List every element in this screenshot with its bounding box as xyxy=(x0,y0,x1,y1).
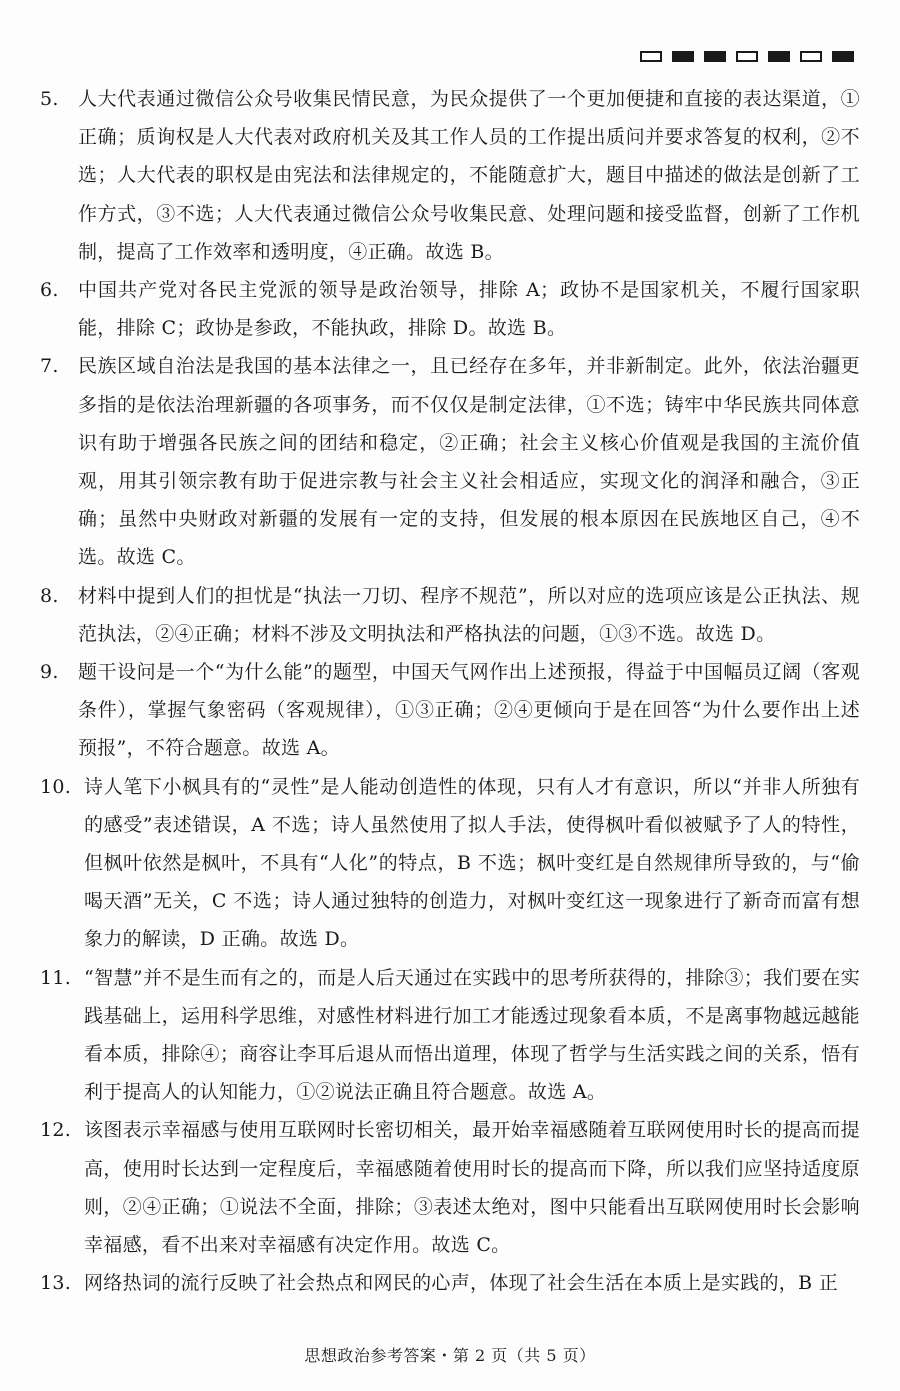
item-text: 材料中提到人们的担忧是“执法一刀切、程序不规范”，所以对应的选项应该是公正执法、规范执法，②④正确；材料不涉及文明执法和严格执法的问题，①③不选。故选 D。 xyxy=(78,584,860,645)
item-text: 该图表示幸福感与使用互联网时长密切相关，最开始幸福感随着互联网使用时长的提高而提高，使用时长达到一定程度后，幸福感随着使用时长的提高而下降，所以我们应坚持适度原则，②④正确；①说法不全面，排除；③表述太绝对，图中只能看出互联网使用时长会影响幸福感，看不出来对幸福感有决定作用。故选 C。 xyxy=(84,1119,860,1257)
header-mark-hollow xyxy=(640,51,662,62)
header-mark-hollow xyxy=(736,51,758,62)
answer-item-11 xyxy=(40,959,860,1112)
item-text: 人大代表通过微信公众号收集民情民意，为民众提供了一个更加便捷和直接的表达渠道，①正确；质询权是人大代表对政府机关及其工作人员的工作提出质问并要求答复的权利，②不选；人大代表的职权是由宪法和法律规定的，不能随意扩大，题目中描述的做法是创新了工作方式，③不选；人大代表通过微信公众号收集民意、处理问题和接受监督，创新了工作机制，提高了工作效率和透明度，④正确。故选 B。 xyxy=(78,88,860,263)
item-text: 民族区域自治法是我国的基本法律之一，且已经存在多年，并非新制定。此外，依法治疆更多指的是依法治理新疆的各项事务，而不仅仅是制定法律，①不选；铸牢中华民族共同体意识有助于增强各民族之间的团结和稳定，②正确；社会主义核心价值观是我国的主流价值观，用其引领宗教有助于促进宗教与社会主义社会相适应，实现文化的润泽和融合，③正确；虽然中央财政对新疆的发展有一定的支持，但发展的根本原因在民族地区自己，④不选。故选 C。 xyxy=(78,355,860,569)
header-mark-filled xyxy=(672,51,694,62)
header-mark-hollow xyxy=(800,51,822,62)
answer-item-6 xyxy=(40,271,860,347)
header-mark-filled xyxy=(704,51,726,62)
item-number: 11. xyxy=(40,966,72,989)
answer-item-7 xyxy=(40,347,860,576)
header-mark-filled xyxy=(832,51,854,62)
answer-item-12 xyxy=(40,1111,860,1264)
item-number: 6. xyxy=(40,279,59,302)
item-number: 7. xyxy=(40,355,59,378)
item-number: 13. xyxy=(40,1272,72,1295)
item-text: “智慧”并不是生而有之的，而是人后天通过在实践中的思考所获得的，排除③；我们要在实践基础上，运用科学思维，对感性材料进行加工才能透过现象看本质，不是离事物越远越能看本质，排除④；商容让李耳后退从而悟出道理，体现了哲学与生活实践之间的关系，悟有利于提高人的认知能力，①②说法正确且符合题意。故选 A。 xyxy=(84,966,860,1104)
item-number: 5. xyxy=(40,88,59,110)
item-number: 9. xyxy=(40,661,59,684)
header-mark-filled xyxy=(768,51,790,62)
answer-list xyxy=(40,80,860,1303)
item-text: 诗人笔下小枫具有的“灵性”是人能动创造性的体现，只有人才有意识，所以“并非人所独有的感受”表述错误，A 不选；诗人虽然使用了拟人手法，使得枫叶看似被赋予了人的特性，但枫叶依然是枫叶，不具有“人化”的特点，B 不选；枫叶变红是自然规律所导致的，与“偷喝天酒”无关，C 不选；诗人通过独特的创造力，对枫叶变红这一现象进行了新奇而富有想象力的解读，D 正确。故选 D。 xyxy=(84,775,860,951)
item-text: 题干设问是一个“为什么能”的题型，中国天气网作出上述预报，得益于中国幅员辽阔（客观条件），掌握气象密码（客观规律），①③正确；②④更倾向于是在回答“为什么要作出上述预报”，不符合题意。故选 A。 xyxy=(78,661,860,760)
answer-item-13 xyxy=(40,1264,860,1302)
item-text: 网络热词的流行反映了社会热点和网民的心声，体现了社会生活在本质上是实践的，B 正 xyxy=(84,1272,839,1295)
item-number: 12. xyxy=(40,1119,72,1142)
answer-item-8 xyxy=(40,577,860,653)
item-number: 8. xyxy=(40,584,59,607)
item-text: 中国共产党对各民主党派的领导是政治领导，排除 A；政协不是国家机关，不履行国家职能，排除 C；政协是参政，不能执政，排除 D。故选 B。 xyxy=(78,279,860,340)
answer-item-5 xyxy=(40,80,860,271)
answer-item-10 xyxy=(40,768,860,959)
answer-item-9 xyxy=(40,653,860,768)
item-number: 10. xyxy=(40,775,72,798)
header-marks xyxy=(640,51,854,62)
page-footer: 思想政治参考答案・第 2 页（共 5 页） xyxy=(304,1346,596,1365)
